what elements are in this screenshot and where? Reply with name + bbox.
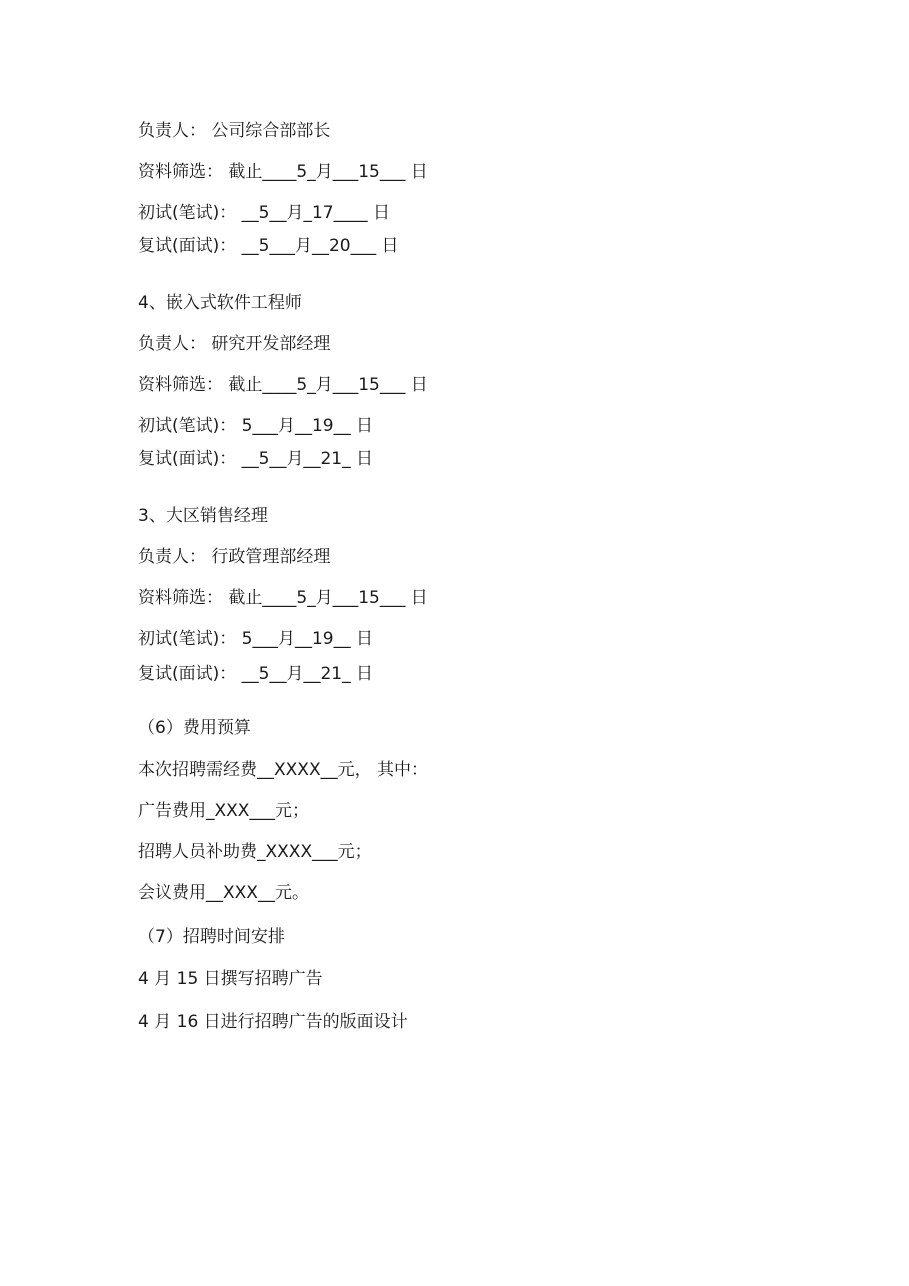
owner-line-2: 负责人： 研究开发部经理 [138,334,331,354]
budget-heading: （6）费用预算 [138,718,251,738]
budget-total: 本次招聘需经费__XXXX__元， 其中： [138,760,428,780]
owner-line-1: 负责人： 公司综合部部长 [138,121,331,141]
schedule-heading: （7）招聘时间安排 [138,927,285,947]
written-test-line-2: 初试(笔试)： 5___月__19__ 日 [138,416,374,436]
screening-line-2: 资料筛选： 截止____5_月___15___ 日 [138,375,428,395]
interview-line-3: 复试(面试)： __5__月__21_ 日 [138,664,374,684]
schedule-item-1: 4 月 15 日撰写招聘广告 [138,969,323,989]
schedule-item-2: 4 月 16 日进行招聘广告的版面设计 [138,1012,408,1032]
written-test-line-1: 初试(笔试)： __5__月_17____ 日 [138,203,391,223]
interview-line-1: 复试(面试)： __5___月__20___ 日 [138,236,399,256]
section-heading-embedded-engineer: 4、嵌入式软件工程师 [138,293,302,313]
written-test-line-3: 初试(笔试)： 5___月__19__ 日 [138,629,374,649]
budget-advertising: 广告费用_XXX___元； [138,801,309,821]
screening-line-1: 资料筛选： 截止____5_月___15___ 日 [138,162,428,182]
section-heading-regional-sales-manager: 3、大区销售经理 [138,506,268,526]
screening-line-3: 资料筛选： 截止____5_月___15___ 日 [138,588,428,608]
interview-line-2: 复试(面试)： __5__月__21_ 日 [138,449,374,469]
budget-meeting: 会议费用__XXX__元。 [138,883,309,903]
owner-line-3: 负责人： 行政管理部经理 [138,547,331,567]
budget-staff-allowance: 招聘人员补助费_XXXX___元； [138,842,372,862]
